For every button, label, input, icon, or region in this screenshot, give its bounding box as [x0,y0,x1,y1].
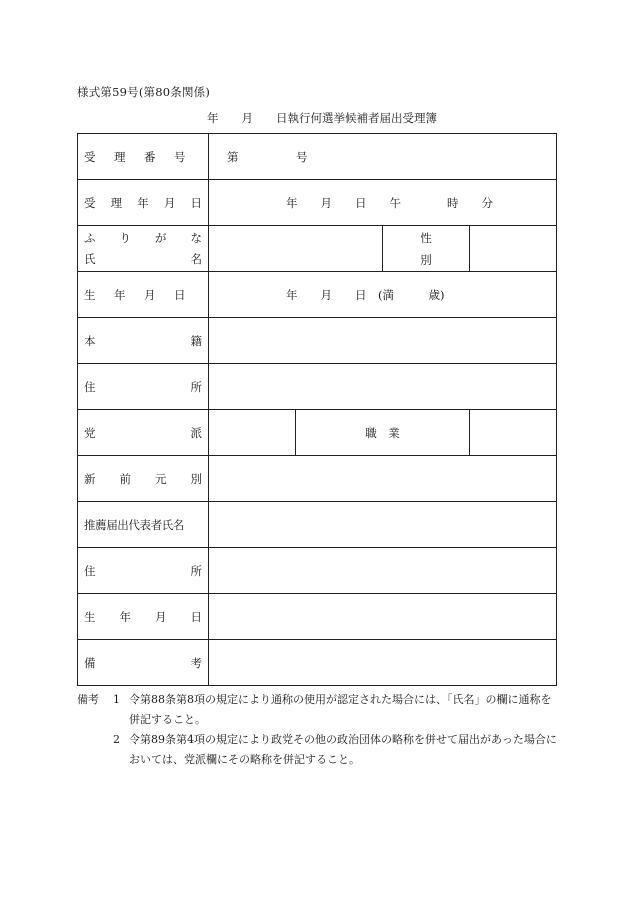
row-rep-name [78,502,557,548]
row-party [78,410,557,456]
row-address [78,364,557,410]
label-rep-name: 推薦届出代表者氏名 [78,502,209,548]
value-receipt-date[interactable]: 年 月 日 午 時 分 [209,180,557,226]
value-sex[interactable] [470,226,557,272]
label-name: ふ り が な 氏 名 [78,226,209,272]
row-receipt-no [78,134,557,180]
row-rep-birth [78,594,557,640]
value-occupation[interactable] [470,410,557,456]
note-item: 2 令第89条第4項の規定により政党その他の政治団体の略称を併せて届出があった場合においては、党派欄にその略称を併記すること。 [113,733,557,766]
row-receipt-date [78,180,557,226]
label-remarks: 備 考 [78,640,209,686]
notes-heading: 備考 [77,693,99,706]
row-birth [78,272,557,318]
label-category: 新 前 元 別 [78,456,209,502]
value-name[interactable] [209,226,383,272]
label-occupation: 職 業 [296,410,470,456]
row-rep-address [78,548,557,594]
value-receipt-no[interactable]: 第 号 [209,134,557,180]
value-rep-name[interactable] [209,502,557,548]
page-title: 年 月 日執行何選挙候補者届出受理簿 [207,111,437,125]
value-domicile[interactable] [209,318,557,364]
label-receipt-date: 受 理 年 月 日 [78,180,209,226]
label-party: 党 派 [78,410,209,456]
row-name [78,226,557,272]
value-category[interactable] [209,456,557,502]
label-receipt-no: 受 理 番 号 [78,134,209,180]
register-table [77,133,557,686]
value-rep-address[interactable] [209,548,557,594]
value-rep-birth[interactable] [209,594,557,640]
notes [77,690,557,770]
label-birth: 生 年 月 日 [78,272,209,318]
form-id: 様式第59号(第80条関係) [77,85,211,99]
note-item: 備考 1 令第88条第8項の規定により通称の使用が認定された場合には、「氏名」の欄に通称を併記すること。 [77,690,557,730]
row-category [78,456,557,502]
label-domicile: 本 籍 [78,318,209,364]
label-rep-address: 住 所 [78,548,209,594]
row-remarks [78,640,557,686]
value-birth[interactable]: 年 月 日 (満 歳) [209,272,557,318]
value-remarks[interactable] [209,640,557,686]
label-rep-birth: 生 年 月 日 [78,594,209,640]
label-sex: 性 別 [383,226,470,272]
value-address[interactable] [209,364,557,410]
row-domicile [78,318,557,364]
value-party[interactable] [209,410,296,456]
label-address: 住 所 [78,364,209,410]
